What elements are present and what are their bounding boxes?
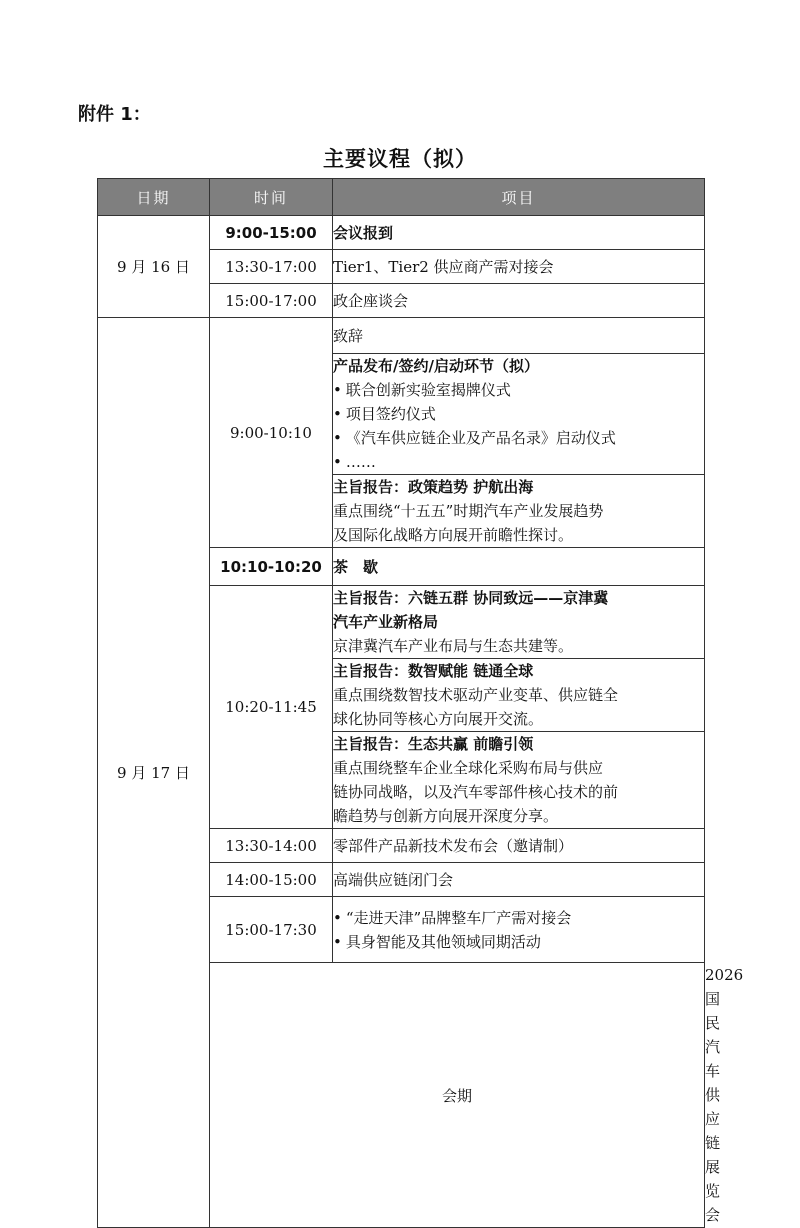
header-time: 时间 — [210, 179, 333, 216]
list-item: • “走进天津”品牌整车厂产需对接会 — [333, 906, 704, 930]
time-cell: 15:00-17:30 — [210, 897, 333, 963]
item-cell: 高端供应链闭门会 — [333, 863, 705, 897]
list-item: • 项目签约仪式 — [333, 402, 704, 426]
item-cell-launch — [333, 354, 705, 475]
list-item: • 联合创新实验室揭牌仪式 — [333, 378, 704, 402]
item-cell: 会议报到 — [333, 216, 705, 250]
page-title: 主要议程（拟） — [323, 147, 477, 171]
table-row: 会期 2026 国民汽车供应链展览会 — [98, 963, 705, 1228]
report-desc: 重点围绕整车企业全球化采购布局与供应 — [333, 759, 604, 777]
header-item: 项目 — [333, 179, 705, 216]
report-desc: 瞻趋势与创新方向展开深度分享。 — [333, 807, 559, 825]
report-desc: 重点围绕数智技术驱动产业变革、供应链全 — [333, 686, 619, 704]
time-cell: 10:10-10:20 — [210, 548, 333, 586]
report-title: 主旨报告：六链五群 协同致远——京津冀 — [333, 589, 609, 607]
list-item: • 《汽车供应链企业及产品名录》启动仪式 — [333, 426, 704, 450]
time-cell: 13:30-14:00 — [210, 829, 333, 863]
launch-title: 产品发布/签约/启动环节（拟） — [333, 357, 539, 375]
agenda-table — [97, 178, 744, 1228]
time-cell: 9:00-10:10 — [210, 318, 333, 548]
report-desc: 京津冀汽车产业布局与生态共建等。 — [333, 637, 574, 655]
time-cell: 10:20-11:45 — [210, 586, 333, 829]
report-desc: 球化协同等核心方向展开交流。 — [333, 710, 544, 728]
item-cell-activities — [333, 897, 705, 963]
time-cell: 13:30-17:00 — [210, 250, 333, 284]
list-item: • …… — [333, 450, 704, 474]
header-date: 日期 — [98, 179, 210, 216]
list-item: • 具身智能及其他领域同期活动 — [333, 930, 704, 954]
item-cell: Tier1、Tier2 供应商产需对接会 — [333, 250, 705, 284]
item-cell-break: 茶 歇 — [333, 548, 705, 586]
item-cell-speech: 致辞 — [333, 318, 705, 354]
time-cell: 15:00-17:00 — [210, 284, 333, 318]
item-cell: 政企座谈会 — [333, 284, 705, 318]
date-cell-day1: 9 月 16 日 — [98, 216, 210, 318]
table-row — [98, 318, 705, 354]
exhibition-label: 会期 — [210, 963, 705, 1228]
report-title: 汽车产业新格局 — [333, 613, 439, 631]
item-cell-report — [333, 732, 705, 829]
table-header-row — [98, 179, 705, 216]
item-cell: 零部件产品新技术发布会（邀请制） — [333, 829, 705, 863]
item-cell-report — [333, 659, 705, 732]
report-desc: 链协同战略，以及汽车零部件核心技术的前 — [333, 783, 619, 801]
report-title: 主旨报告：数智赋能 链通全球 — [333, 662, 534, 680]
item-cell-report — [333, 586, 705, 659]
attachment-label: 附件 1： — [78, 104, 151, 125]
keynote-title: 主旨报告：政策趋势 护航出海 — [333, 478, 534, 496]
item-cell-keynote — [333, 475, 705, 548]
table-row — [98, 216, 705, 250]
time-cell: 14:00-15:00 — [210, 863, 333, 897]
keynote-desc: 及国际化战略方向展开前瞻性探讨。 — [333, 526, 574, 544]
date-cell-day2: 9 月 17 日 — [98, 318, 210, 1228]
keynote-desc: 重点围绕“十五五”时期汽车产业发展趋势 — [333, 502, 604, 520]
time-cell: 9:00-15:00 — [210, 216, 333, 250]
report-title: 主旨报告：生态共赢 前瞻引领 — [333, 735, 534, 753]
